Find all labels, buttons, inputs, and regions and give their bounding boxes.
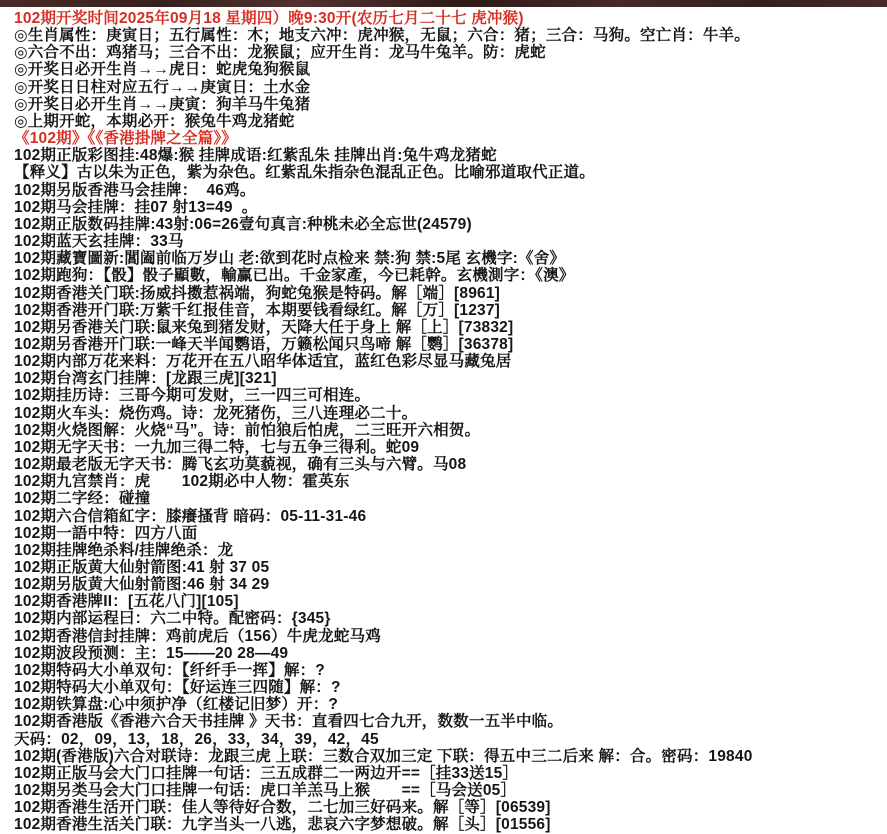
text-line: 102期开奖时间2025年09月18 星期四）晚9:30开(农历七月二十七 虎冲猴) bbox=[14, 10, 524, 27]
text-line: 102期正版黄大仙射箭图:41 射 37 05 bbox=[14, 559, 270, 576]
text-line: 102期火烧图解：火烧“马”。诗：前怕狼后怕虎，二三旺开六相贺。 bbox=[14, 421, 481, 439]
text-lines-container bbox=[0, 7, 887, 834]
text-line: 102期正版马会大门口挂牌一句话：三五成群二一两边开==［挂33送15］ bbox=[14, 764, 519, 782]
text-line: 102期香港关门联:扬威抖擞惹祸端，狗蛇兔猴是特码。解［端］[8961] bbox=[14, 284, 501, 302]
text-line: ◎开奖日必开生肖→→庚寅：狗羊马牛兔猪 bbox=[14, 95, 311, 113]
text-line: 102期另版黄大仙射箭图:46 射 34 29 bbox=[14, 576, 270, 594]
text-line: 102期六合信箱紅字：膝癢搔背 暗码：05-11-31-46 bbox=[14, 507, 367, 525]
text-line: ◎开奖日日柱对应五行→→庚寅日：土水金 bbox=[14, 78, 311, 96]
text-line: ◎开奖日必开生肖→→虎日：蛇虎兔狗猴鼠 bbox=[14, 61, 311, 79]
text-line: 102期正版数码挂牌:43射:06=26壹句真言:种桃未必全忘世(24579) bbox=[14, 215, 472, 233]
text-line: 102期香港牌II：[五花八门][105] bbox=[14, 593, 239, 611]
text-line: 102期马会挂牌：挂07 射13=49 。 bbox=[14, 198, 258, 216]
text-line: 102期无字天书：一九加三得二特，七与五争三得利。蛇09 bbox=[14, 438, 420, 456]
text-line: 《102期》《《香港掛牌之全篇》》 bbox=[14, 130, 238, 148]
text-line: 102期另类马会大门口挂牌一句话：虎口羊羔马上猴 ==［马会送05］ bbox=[14, 782, 517, 800]
text-line: 102期蓝天玄挂牌：33马 bbox=[14, 233, 184, 251]
text-line: 102期(香港版)六合对联诗：龙跟三虎 上联：三数合双加三定 下联：得五中三二后来 解：合。密码：19840 bbox=[14, 747, 753, 765]
text-line: 102期挂历诗：三哥今期可发财，三一四三可相连。 bbox=[14, 387, 371, 405]
text-line: 102期藏寶圖新:閶阖前临万岁山 老:欲到花时点检来 禁:狗 禁:5尾 玄機字:《舍》 bbox=[14, 250, 566, 268]
top-border-band bbox=[0, 0, 887, 7]
text-line: 102期波段预测：主：15——20 28—49 bbox=[14, 644, 289, 662]
text-line: 102期另香港开门联:一峰天半闻鹦语，万籁松闻只鸟啼 解［鹦］[36378] bbox=[14, 335, 514, 353]
text-line: 102期铁算盘:心中须护净（红楼记旧梦）开：? bbox=[14, 696, 339, 714]
text-line: 102期内部万花来料：万花开在五八昭华体适宜，蓝红色彩尽显马藏兔居 bbox=[14, 353, 512, 371]
text-line: 102期内部运程曰：六二中特。配密码：{345} bbox=[14, 610, 331, 628]
text-line: 102期另香港关门联:鼠来兔到猪发财，天降大任于身上 解［上］[73832] bbox=[14, 318, 514, 336]
text-line: 102期特码大小单双句：【纤纤手一挥】解：? bbox=[14, 661, 325, 679]
text-line: 102期特码大小单双句：【好运连三四随】解：? bbox=[14, 679, 341, 697]
text-line: 102期最老版无字天书：腾飞玄功莫藐视，确有三头与六臂。马08 bbox=[14, 456, 467, 474]
text-line: 102期香港生活开门联：佳人等待好合数，二七加三好码来。解［等］[06539] bbox=[14, 799, 551, 817]
text-line: ◎上期开蛇，本期必开：猴兔牛鸡龙猪蛇 bbox=[14, 112, 295, 130]
text-line: 102期香港信封挂牌：鸡前虎后（156）牛虎龙蛇马鸡 bbox=[14, 627, 381, 645]
text-line: 102期香港版《香港六合天书挂牌 》天书：直看四七合九开，数数一五半中临。 bbox=[14, 713, 564, 731]
text-line: ◎生肖属性：庚寅日；五行属性：木；地支六冲：虎冲猴，无鼠；六合：猪；三合：马狗。空亡肖：牛羊。 bbox=[14, 27, 750, 45]
text-line: 102期香港开门联:万紫千红报佳音，本期要钱看绿红。解［万］[1237] bbox=[14, 301, 501, 319]
text-line: 102期火车头：烧伤鸡。诗：龙死猪伤，三八连理必二十。 bbox=[14, 404, 418, 422]
text-line: 【释义】古以朱为正色，紫为杂色。红紫乱朱指杂色混乱正色。比喻邪道取代正道。 bbox=[14, 164, 595, 182]
text-line: 102期跑狗：【骰】骰子顯數，輸赢已出。千金家產，今已耗幹。玄機測字：《澳》 bbox=[14, 267, 575, 285]
text-line: ◎六合不出：鸡猪马；三合不出：龙猴鼠；应开生肖：龙马牛兔羊。防：虎蛇 bbox=[14, 44, 546, 62]
text-line: 102期正版彩图挂:48爆:猴 挂牌成语:红紫乱朱 挂牌出肖:兔牛鸡龙猪蛇 bbox=[14, 147, 497, 165]
text-line: 天码：02，09，13，18，26，33，34，39，42，45 bbox=[14, 730, 379, 748]
text-line: 102期台湾玄门挂牌：[龙跟三虎][321] bbox=[14, 370, 277, 388]
text-line: 102期一語中特：四方八面 bbox=[14, 524, 198, 542]
text-line: 102期九宫禁肖：虎 102期必中人物：霍英东 bbox=[14, 473, 350, 491]
text-line: 102期另版香港马会挂牌： 46鸡。 bbox=[14, 181, 256, 199]
text-line: 102期挂牌绝杀料/挂牌绝杀：龙 bbox=[14, 541, 234, 559]
text-line: 102期二字经：碰撞 bbox=[14, 490, 151, 508]
text-line: 102期香港生活关门联：九字当头一八逃，悲哀六字梦想破。解［头］[01556] bbox=[14, 816, 551, 834]
